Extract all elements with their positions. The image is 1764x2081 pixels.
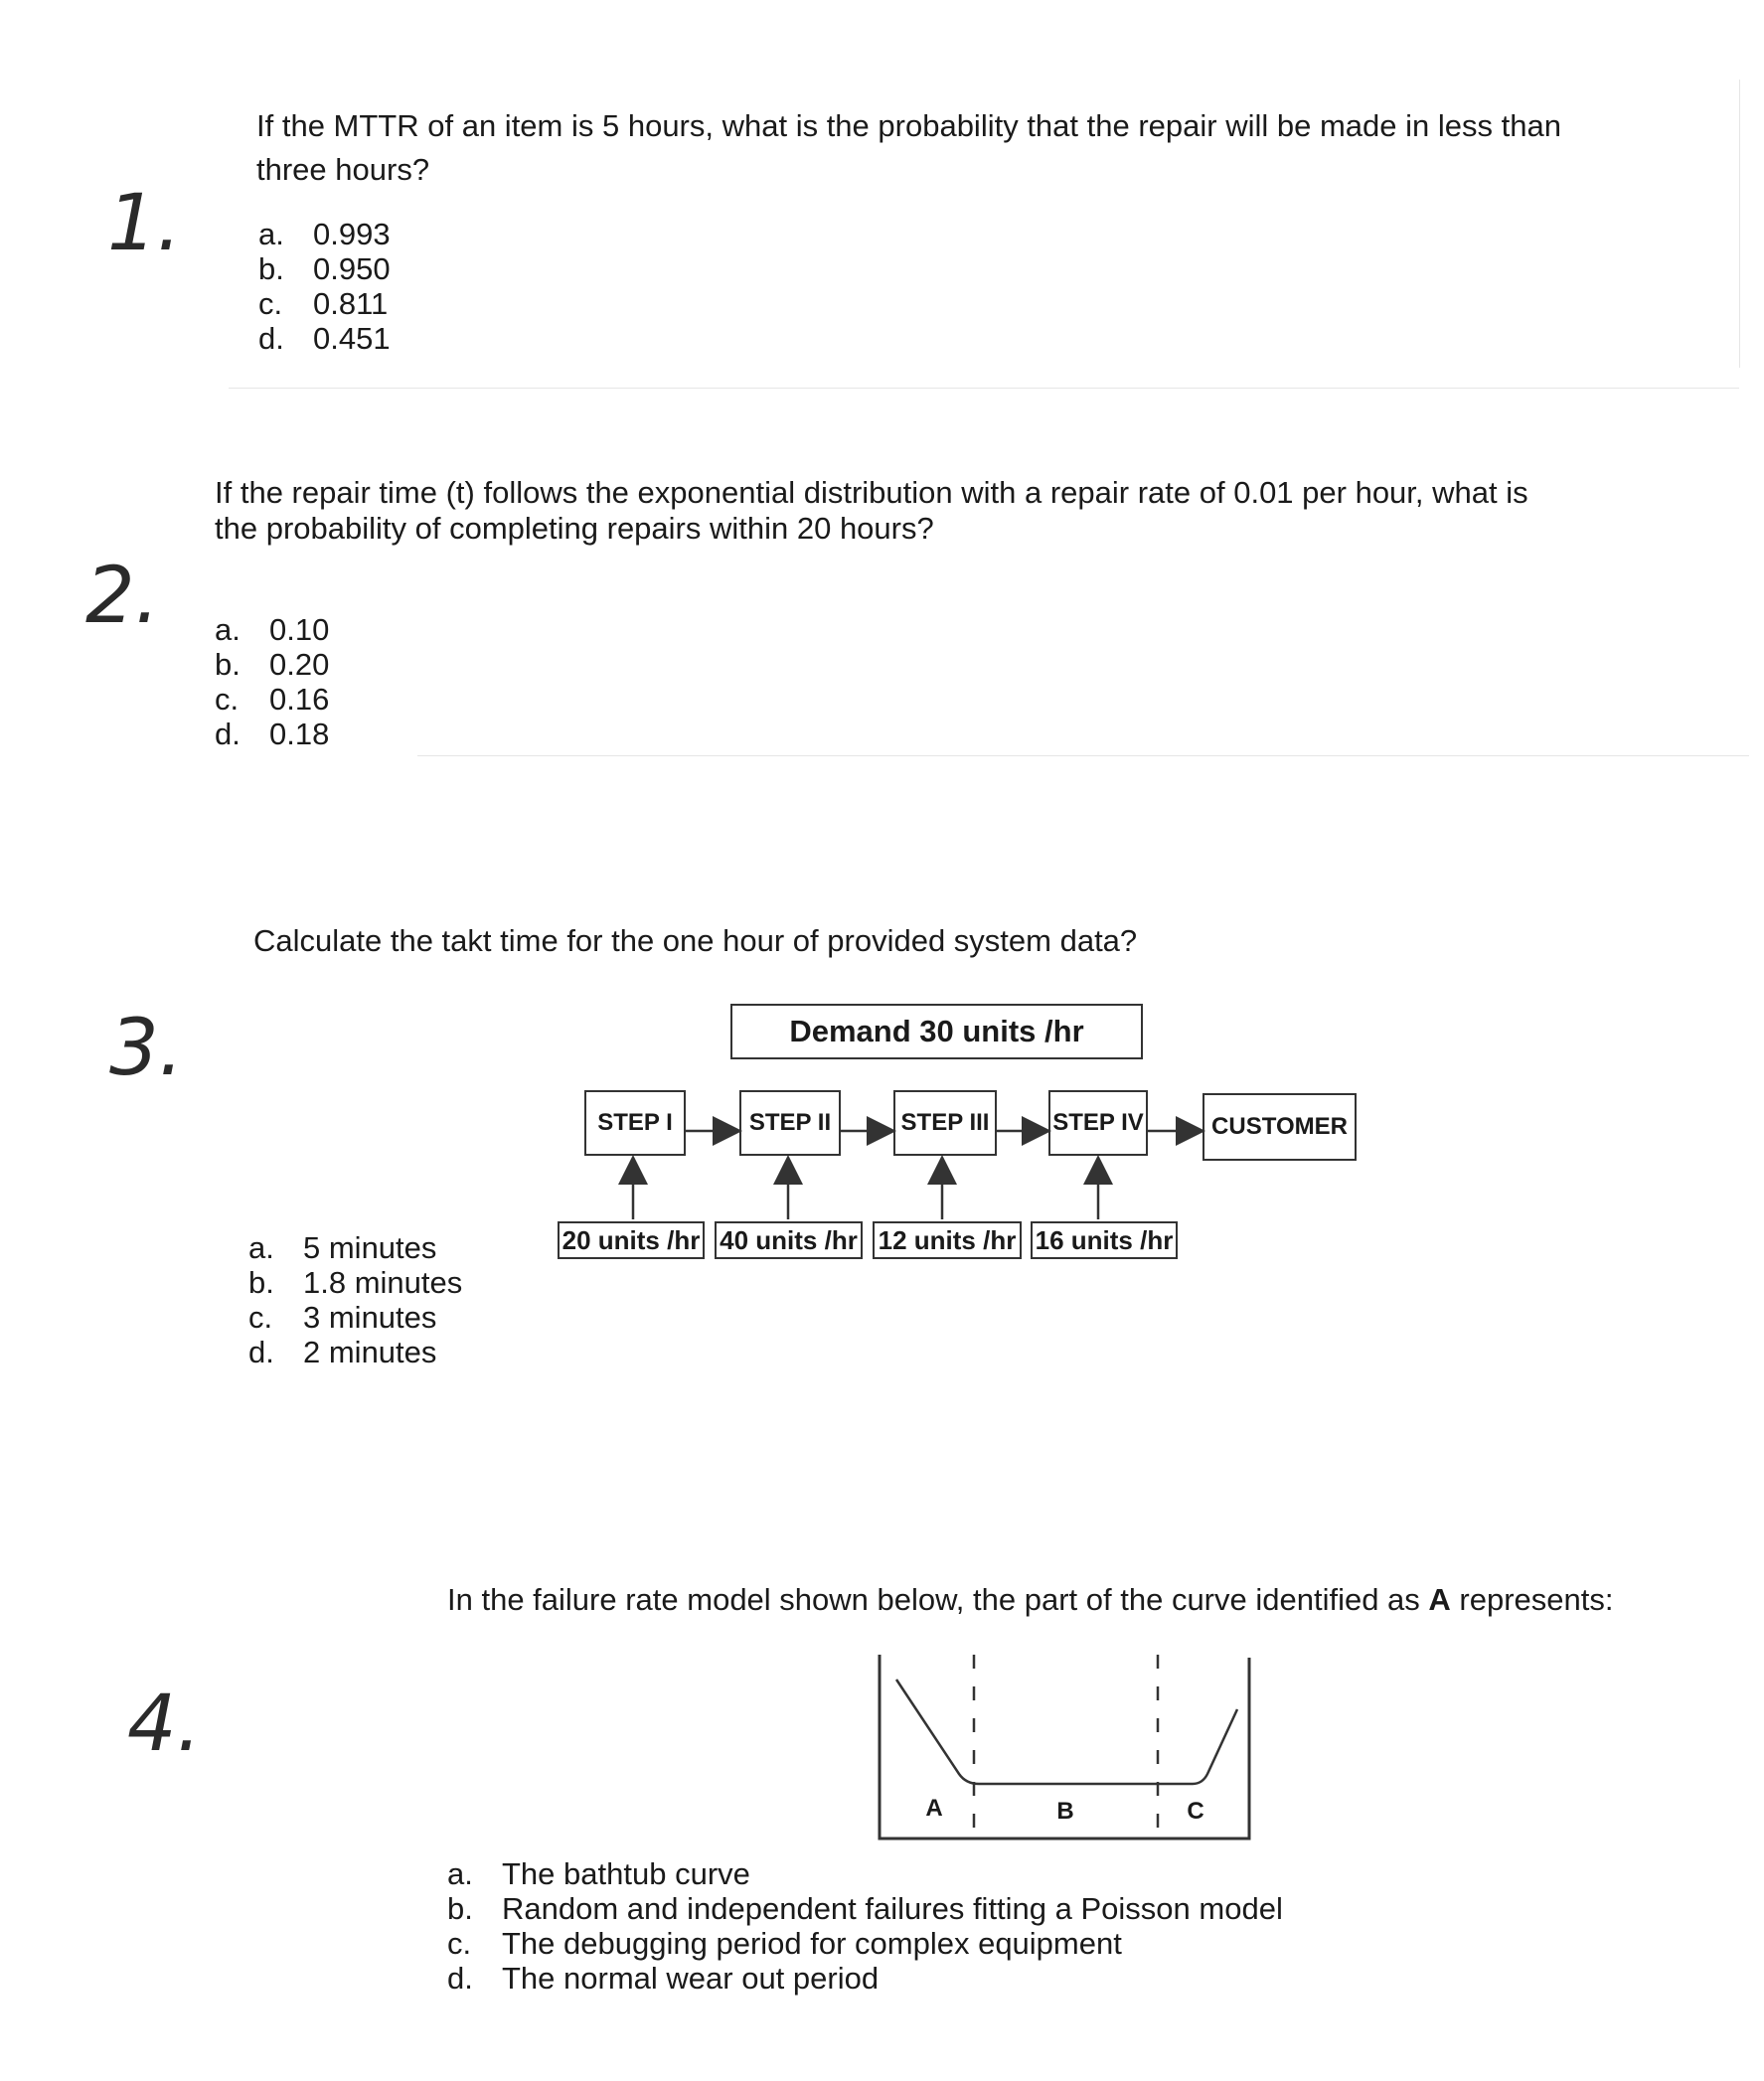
- customer-box: CUSTOMER: [1203, 1093, 1357, 1161]
- curve-label-c: C: [1187, 1798, 1204, 1825]
- question-1-text: If the MTTR of an item is 5 hours, what is the probability that the repair will be made in less than three hours?: [256, 108, 1561, 187]
- step-2-box: STEP II: [739, 1090, 841, 1156]
- step-3-box: STEP III: [893, 1090, 997, 1156]
- choice[interactable]: c. 3 minutes: [248, 1300, 437, 1335]
- choice[interactable]: c. The debugging period for complex equipment: [447, 1926, 1122, 1961]
- question-4-number: 4.: [127, 1680, 202, 1769]
- rate-box-step-4: 16 units /hr: [1031, 1221, 1178, 1259]
- rate-box-step-2: 40 units /hr: [715, 1221, 863, 1259]
- choice[interactable]: c. 0.811: [258, 286, 389, 321]
- question-1-choices: [258, 217, 391, 356]
- choice[interactable]: d. 2 minutes: [248, 1335, 437, 1369]
- divider: [417, 755, 1749, 756]
- demand-box: Demand 30 units /hr: [730, 1004, 1143, 1059]
- choice[interactable]: b. 0.950: [258, 251, 391, 286]
- question-4-choices: [447, 1856, 1283, 1996]
- failure-rate-curve: [896, 1680, 1237, 1784]
- divider: [1739, 80, 1740, 368]
- question-2-number: 2.: [85, 552, 160, 641]
- choice[interactable]: a. 5 minutes: [248, 1230, 437, 1265]
- choice[interactable]: d. 0.18: [215, 717, 330, 751]
- question-2-text: If the repair time (t) follows the exponential distribution with a repair rate of 0.01 per hour, what is the probability of completing repairs within 20 hours?: [215, 475, 1528, 546]
- question-4-text: In the failure rate model shown below, the part of the curve identified as A represents:: [447, 1582, 1614, 1617]
- curve-frame: [880, 1655, 1249, 1839]
- choice[interactable]: b. 1.8 minutes: [248, 1265, 463, 1300]
- question-3-choices: [248, 1230, 462, 1369]
- choice[interactable]: b. Random and independent failures fitting a Poisson model: [447, 1891, 1283, 1926]
- divider: [229, 388, 1739, 389]
- choice[interactable]: d. 0.451: [258, 321, 391, 356]
- question-3-text: Calculate the takt time for the one hour of provided system data?: [253, 923, 1138, 958]
- step-4-box: STEP IV: [1048, 1090, 1148, 1156]
- question-1-number: 1.: [107, 179, 182, 268]
- choice[interactable]: a. 0.993: [258, 217, 391, 251]
- curve-label-a: A: [925, 1795, 943, 1822]
- step-1-box: STEP I: [584, 1090, 686, 1156]
- choice[interactable]: c. 0.16: [215, 682, 330, 717]
- curve-label-b: B: [1056, 1798, 1074, 1825]
- rate-box-step-3: 12 units /hr: [873, 1221, 1022, 1259]
- choice[interactable]: d. The normal wear out period: [447, 1961, 880, 1996]
- choice[interactable]: a. 0.10: [215, 612, 330, 647]
- rate-box-step-1: 20 units /hr: [558, 1221, 705, 1259]
- choice[interactable]: b. 0.20: [215, 647, 330, 682]
- question-2-choices: [215, 612, 329, 751]
- question-3-number: 3.: [109, 1004, 184, 1093]
- choice[interactable]: a. The bathtub curve: [447, 1856, 750, 1891]
